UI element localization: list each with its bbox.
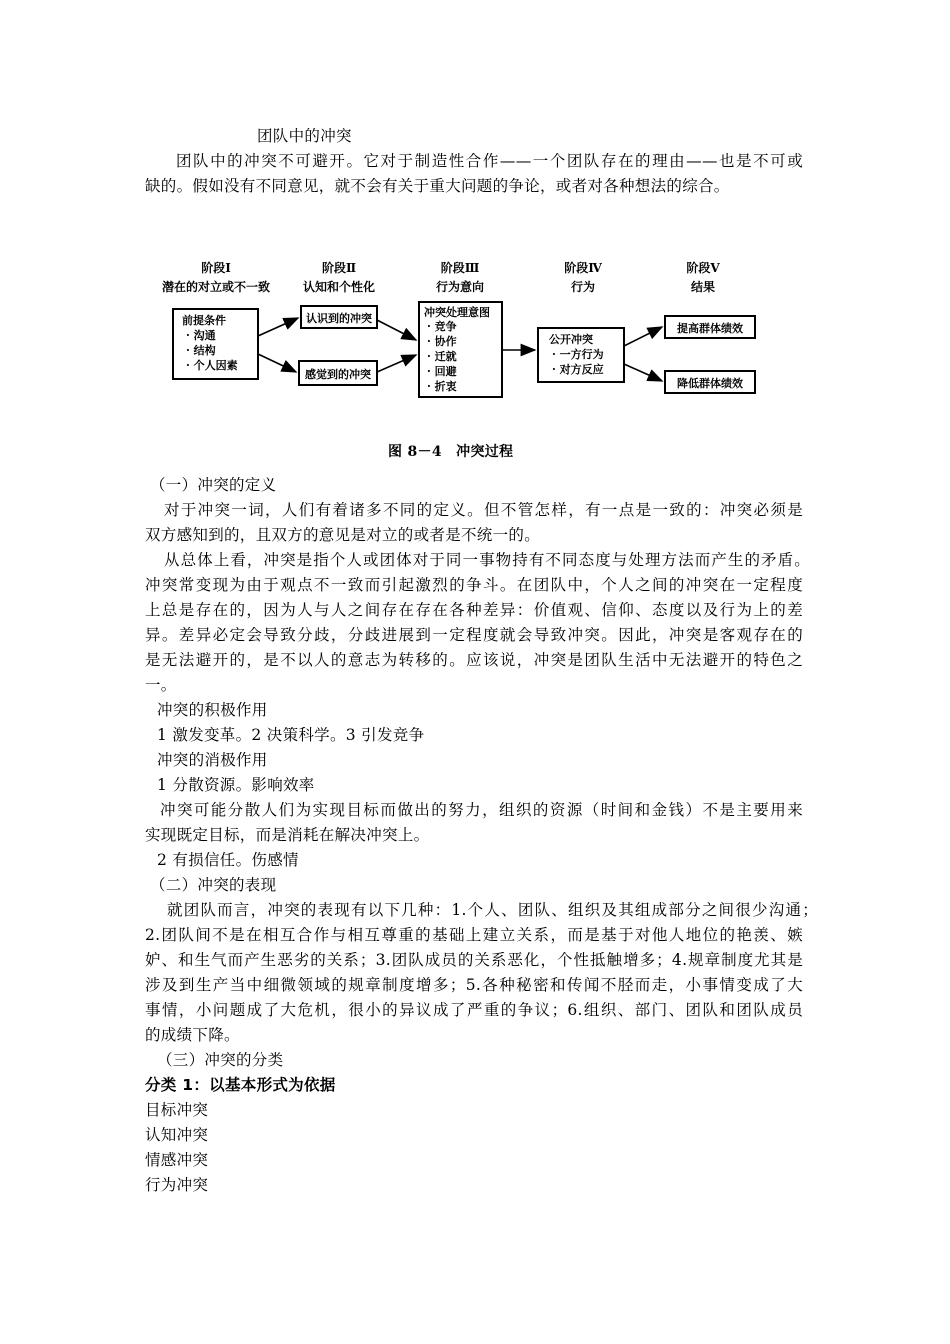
- positive-effects-items: 1 激发变革。2 决策科学。3 引发竞争: [157, 726, 425, 744]
- paragraph-line: 涉及到生产当中细微领域的规章制度增多；5.各种秘密和传闻不胫而走，小事情变成了大: [145, 976, 803, 994]
- stage-5-label: 阶段Ⅴ: [686, 261, 720, 275]
- section-3-heading: （三）冲突的分类: [157, 1051, 284, 1069]
- preconditions-title: 前提条件: [182, 314, 226, 327]
- negative-effects-heading: 冲突的消极作用: [157, 751, 268, 769]
- paragraph-line: 冲突可能分散人们为实现目标而做出的努力，组织的资源（时间和金钱）不是主要用来: [160, 801, 803, 819]
- stage-3-sub: 行为意向: [435, 280, 485, 294]
- arrow: [624, 364, 662, 381]
- stage-4-sub: 行为: [570, 280, 596, 294]
- classification-item: 行为冲突: [145, 1176, 209, 1194]
- stage-2-sub: 认知和个性化: [302, 280, 376, 294]
- arrow: [377, 320, 416, 340]
- paragraph-line: 的成绩下降。: [145, 1026, 240, 1044]
- paragraph-line: 一。: [145, 676, 177, 694]
- arrow: [624, 327, 662, 346]
- felt-conflict-label: 感觉到的冲突: [305, 368, 371, 381]
- conflict-process-diagram: [140, 250, 780, 420]
- arrow: [377, 355, 416, 372]
- figure-caption: 图 8－4 冲突过程: [388, 444, 514, 460]
- reduced-performance-box: [665, 371, 755, 393]
- improved-performance-box: [665, 316, 755, 338]
- classification-item: 认知冲突: [145, 1126, 209, 1144]
- intentions-item: · 竞争: [427, 320, 457, 333]
- preconditions-item: · 结构: [186, 344, 216, 357]
- preconditions-box: [173, 309, 258, 379]
- negative-effect-item: 2 有损信任。伤感情: [157, 851, 299, 869]
- stage-3-label: 阶段Ⅲ: [440, 261, 480, 275]
- preconditions-item: · 个人因素: [186, 359, 238, 372]
- intentions-box: [419, 302, 502, 397]
- paragraph-line: 妒、和生气而产生恶劣的关系；3.团队成员的关系恶化，个性抵触增多；4.规章制度尤其是: [145, 951, 803, 969]
- paragraph-line: 实现既定目标，而是消耗在解决冲突上。: [145, 826, 430, 844]
- paragraph-line: 是无法避开的，是不以人的意志为转移的。应该说，冲突是团队生活中无法避开的特色之: [145, 651, 803, 669]
- section-2-heading: （二）冲突的表现: [150, 876, 277, 894]
- classification-heading: 分类 1：以基本形式为依据: [145, 1076, 336, 1094]
- improved-performance-label: 提高群体绩效: [677, 322, 743, 335]
- behavior-title: 公开冲突: [549, 333, 593, 346]
- stage-2-label: 阶段Ⅱ: [321, 261, 357, 275]
- arrow: [258, 354, 296, 372]
- page-title: 团队中的冲突: [257, 127, 352, 145]
- paragraph-line: 冲突常变现为由于观点不一致而引起激烈的争斗。在团队中，个人之间的冲突在一定程度: [145, 576, 803, 594]
- preconditions-item: · 沟通: [186, 329, 216, 342]
- paragraph-line: 2.团队间不是在相互合作与相互尊重的基础上建立关系，而是基于对他人地位的艳羡、嫉: [145, 926, 803, 944]
- behavior-item: · 对方反应: [552, 363, 604, 376]
- intro-line-1: 团队中的冲突不可避开。它对于制造性合作——一个团队存在的理由——也是不可或: [176, 152, 803, 170]
- intentions-item: · 折衷: [427, 380, 457, 393]
- classification-item: 目标冲突: [145, 1101, 209, 1119]
- intentions-title: 冲突处理意图: [424, 306, 490, 319]
- paragraph-line: 上总是存在的，因为人与人之间存在存在各种差异：价值观、信仰、态度以及行为上的差: [145, 601, 803, 619]
- intro-line-2: 缺的。假如没有不同意见，就不会有关于重大问题的争论，或者对各种想法的综合。: [145, 177, 730, 195]
- intentions-item: · 协作: [427, 335, 457, 348]
- paragraph-line: 从总体上看，冲突是指个人或团体对于同一事物持有不同态度与处理方法而产生的矛盾。: [164, 551, 810, 569]
- paragraph-line: 异。差异必定会导致分歧，分歧进展到一定程度就会导致冲突。因此，冲突是客观存在的: [145, 626, 803, 644]
- stage-4-label: 阶段Ⅳ: [564, 261, 602, 275]
- felt-conflict-box: [299, 361, 377, 385]
- intentions-item: · 迁就: [427, 350, 457, 363]
- stage-1-sub: 潜在的对立或不一致: [161, 280, 271, 294]
- stage-1-label: 阶段Ⅰ: [201, 261, 231, 275]
- intentions-item: · 回避: [427, 365, 457, 378]
- perceived-conflict-label: 认识到的冲突: [306, 312, 372, 325]
- negative-effect-item: 1 分散资源。影响效率: [157, 776, 315, 794]
- perceived-conflict-box: [301, 306, 377, 328]
- paragraph-line: 事情，小问题成了大危机，很小的异议成了严重的争议；6.组织、部门、团队和团队成员: [145, 1001, 803, 1019]
- paragraph-line: 双方感知到的，且双方的意见是对立的或者是不统一的。: [145, 526, 541, 544]
- paragraph-line: 对于冲突一词，人们有着诸多不同的定义。但不管怎样，有一点是一致的：冲突必须是: [164, 501, 803, 519]
- section-1-heading: （一）冲突的定义: [150, 476, 277, 494]
- reduced-performance-label: 降低群体绩效: [677, 377, 743, 390]
- positive-effects-heading: 冲突的积极作用: [157, 701, 268, 719]
- behavior-item: · 一方行为: [552, 348, 604, 361]
- stage-5-sub: 结果: [690, 280, 716, 294]
- paragraph-line: 就团队而言，冲突的表现有以下几种：1.个人、团队、组织及其组成部分之间很少沟通；: [167, 901, 818, 919]
- behavior-box: [538, 328, 624, 382]
- classification-item: 情感冲突: [145, 1151, 209, 1169]
- arrow: [258, 318, 298, 336]
